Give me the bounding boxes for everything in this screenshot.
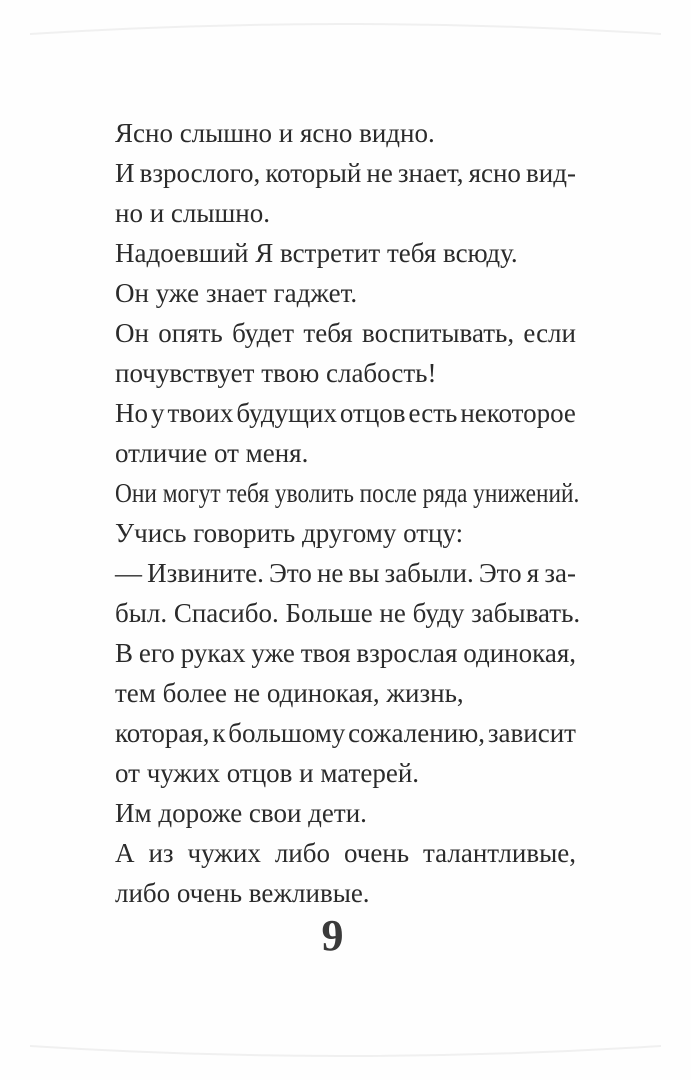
text-line: отличие от меня. [115, 438, 309, 468]
text-line: Он уже знает гаджет. [115, 278, 358, 308]
page-edge-top [0, 0, 691, 50]
text-line: Надоевший Я встретит тебя всюду. [115, 238, 518, 268]
text-line: либо очень вежливые. [115, 878, 370, 908]
page-edge-bottom [0, 1030, 691, 1080]
text-line: но и слышно. [115, 198, 270, 228]
page-number: 9 [321, 911, 344, 960]
page-text [115, 113, 581, 913]
text-line: Они могут тебя уволить после ряда унижений. [115, 478, 580, 508]
text-line: В его руках уже твоя взрослая одинокая, [115, 638, 576, 668]
text-line: которая, к большому сожалению, зависит [115, 718, 576, 748]
text-line: А из чужих либо очень талантливые, [115, 838, 576, 868]
text-line: Но у твоих будущих отцов есть некоторое [115, 398, 576, 428]
text-line: Учись говорить другому отцу: [115, 518, 464, 548]
text-line: Он опять будет тебя воспитывать, если [115, 318, 576, 348]
text-line: Им дороже свои дети. [115, 798, 367, 828]
text-line: почувствует твою слабость! [115, 358, 437, 388]
text-line: тем более не одинокая, жизнь, [115, 678, 464, 708]
text-line: — Извините. Это не вы забыли. Это я за- [115, 558, 576, 588]
text-line: был. Спасибо. Больше не буду забывать. [115, 598, 581, 628]
text-line: от чужих отцов и матерей. [115, 758, 420, 788]
text-line: Ясно слышно и ясно видно. [115, 118, 435, 148]
text-line: И взрослого, который не знает, ясно вид- [115, 158, 576, 188]
